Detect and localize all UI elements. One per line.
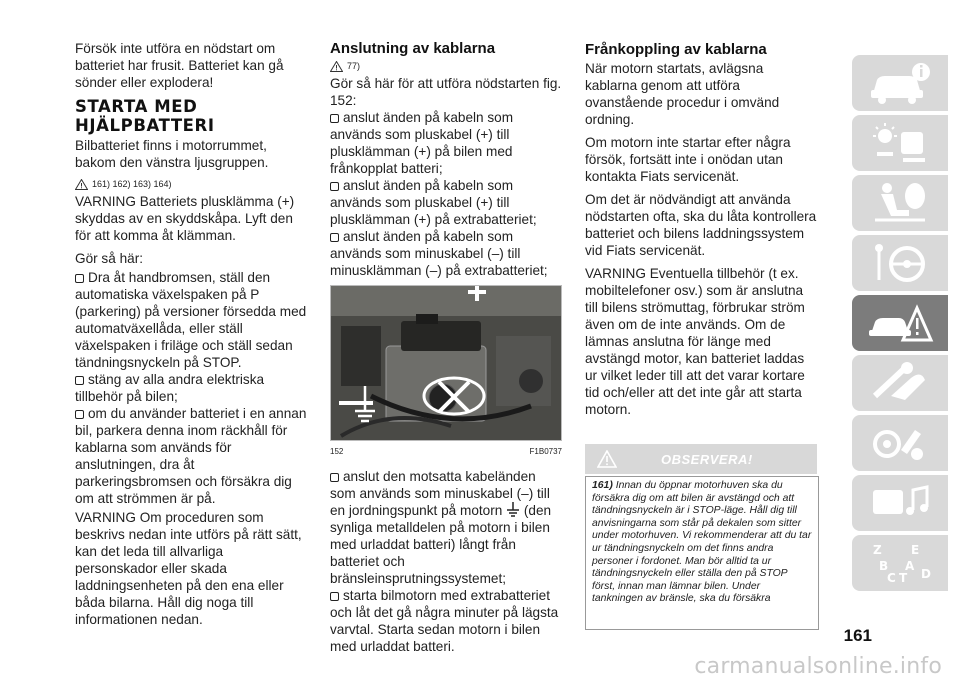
svg-text:Z: Z: [873, 543, 882, 557]
disconnect-paragraph-2: Om motorn inte startar efter några försök, fortsätt inte i onödan utan kontakta Fiats servicenät.: [585, 135, 791, 184]
observera-title: OBSERVERA!: [661, 451, 753, 467]
technical-data-icon: [865, 420, 935, 466]
breakdown-warning-icon: [865, 300, 935, 346]
watermark: carmanualsonline.info: [694, 654, 942, 679]
index-icon: [865, 540, 935, 586]
bullet-icon: [75, 376, 84, 385]
svg-text:T: T: [899, 571, 908, 585]
intro-paragraph: Försök inte utföra en nödstart om batteriet har frusit. Batteriet kan gå sönder eller explodera!: [75, 41, 284, 90]
tab-technical-data[interactable]: [852, 415, 948, 471]
disconnect-paragraph-3: Om det är nödvändigt att använda nödstarten ofta, ska du låta kontrollera batteriet och bilens laddningssystem vid Fiats servicenät.: [585, 192, 817, 258]
list-item: [330, 587, 562, 655]
list-item-text: om du använder batteriet i en annan bil, parkera denna inom räckhåll för kablarna som används för anslutningen, dra åt parkeringsbromsen och försäkra dig om att strömmen är på.: [75, 406, 307, 506]
chapter-tabs: [852, 55, 948, 595]
tab-safety[interactable]: [852, 175, 948, 231]
list-item: [330, 177, 562, 228]
warning-paragraph-1: VARNING Batteriets plusklämma (+) skyddas av en skyddskåpa. Lyft den för att komma åt klämman.: [75, 194, 295, 243]
observera-text: Innan du öppnar motorhuven ska du försäkra dig om att bilen är avstängd och att tändningsnyckeln är i STOP-läge. Håll dig till anvisningarna som står på dekalen som sitter under motorhuven. Vi rekommenderar att du tar ur tändningsnyckeln om det finns andra personer i fordonet. Man bör alltid ta ur tändningsnyckeln eller ställa den på STOP först, innan man lämnar bilen. Under tankningen av bränsle, ska du försäkra: [592, 480, 812, 605]
engine-bay-illustration: [331, 286, 561, 440]
warning-ref: [330, 59, 562, 73]
list-item: [330, 468, 562, 587]
tab-car-info[interactable]: [852, 55, 948, 111]
bullet-icon: [330, 182, 339, 191]
dashboard-lights-icon: [865, 120, 935, 166]
bullet-icon: [75, 410, 84, 419]
observera-body: [585, 476, 819, 630]
svg-text:C: C: [887, 571, 896, 585]
tab-multimedia[interactable]: [852, 475, 948, 531]
list-item: [75, 269, 307, 371]
car-info-icon: [865, 60, 935, 106]
observera-header: [585, 444, 817, 474]
bullet-icon: [330, 114, 339, 123]
warning-refs-text: 161) 162) 163) 164): [92, 179, 172, 189]
list-item-text: Dra åt handbromsen, ställ den automatiska växelspaken på P (parkering) på versioner försedda med automatväxellåda, eller ställ växelspaken i friläge och ställ sedan tändningsnyckeln på STOP.: [75, 270, 307, 370]
list-item-text: anslut änden på kabeln som används som minuskabel (–) till minusklämman (–) på extrabatteriet;: [330, 229, 548, 278]
tab-emergency[interactable]: [852, 295, 948, 351]
steering-key-icon: [865, 240, 935, 286]
list-item: [75, 405, 307, 507]
section-heading-line1: STARTA MED: [75, 97, 198, 116]
column-3: [585, 40, 817, 630]
figure-caption: [330, 443, 562, 460]
column-1: [75, 40, 307, 634]
list-item-text: starta bilmotorn med extrabatteriet och låt det gå några minuter på lägsta varvtal. Starta sedan motorn i bilen med urladdat batteri.: [330, 588, 559, 654]
disconnect-cables-heading: Frånkoppling av kablarna: [585, 41, 767, 58]
tab-start-drive[interactable]: [852, 235, 948, 291]
warning-ref-text: 77): [347, 61, 361, 71]
observera-number: 161): [592, 480, 613, 491]
figure-code: F1B0737: [529, 447, 562, 456]
column-2: [330, 40, 562, 655]
disconnect-paragraph-4: VARNING Eventuella tillbehör (t ex. mobiltelefoner osv.) som är anslutna till bilens strömuttag, förbrukar ström även om de inte används. Om de lämnas anslutna för länge med avstängd motor, kan batteriet laddas ur vilket leder till att det varar kortare tid och/eller att det inte går att starta motorn.: [585, 266, 805, 417]
battery-location-paragraph: Bilbatteriet finns i motorrummet, bakom den vänstra ljusgruppen.: [75, 138, 269, 170]
engine-bay-figure: [330, 285, 562, 441]
list-item-text: stäng av alla andra elektriska tillbehör på bilen;: [75, 372, 265, 404]
ground-symbol-icon: [506, 502, 520, 518]
procedure-intro: Gör så här:: [75, 251, 143, 266]
section-heading-line2: HJÄLPBATTERI: [75, 116, 215, 135]
tab-service[interactable]: [852, 355, 948, 411]
warning-triangle-icon: [330, 61, 343, 72]
airbag-seat-icon: [865, 180, 935, 226]
section-heading: [75, 97, 307, 135]
service-wrench-icon: [865, 360, 935, 406]
list-item: [330, 109, 562, 177]
tab-index[interactable]: [852, 535, 948, 591]
svg-text:B: B: [879, 559, 889, 573]
connect-intro: Gör så här för att utföra nödstarten fig. 152:: [330, 76, 562, 108]
svg-text:D: D: [921, 567, 931, 581]
list-item-text: anslut den motsatta kabeländen som används som minuskabel (–) till en jordningspunkt på motorn: [330, 469, 550, 518]
warning-paragraph-2: VARNING Om proceduren som beskrivs nedan inte utförs på rätt sätt, kan det leda till allvarliga personskador eller skada laddningsenheten på den ena eller båda bilarna. Håll dig noga till informationen nedan.: [75, 510, 302, 627]
connect-cables-heading: Anslutning av kablarna: [330, 40, 496, 57]
bullet-icon: [330, 233, 339, 242]
list-item-text: anslut änden på kabeln som används som pluskabel (+) till plusklämman (+) på bilen med frånkopplat batteri;: [330, 110, 514, 176]
svg-text:A: A: [905, 559, 915, 573]
figure-number: 152: [330, 447, 344, 456]
tab-dashboard-lights[interactable]: [852, 115, 948, 171]
list-item: [75, 371, 307, 405]
multimedia-icon: [865, 480, 935, 526]
warning-triangle-icon: [75, 179, 88, 190]
bullet-icon: [330, 592, 339, 601]
svg-text:E: E: [911, 543, 920, 557]
warning-refs: [75, 177, 307, 191]
bullet-icon: [330, 473, 339, 482]
page-number: 161: [843, 626, 872, 645]
bullet-icon: [75, 274, 84, 283]
list-item-text: anslut änden på kabeln som används som pluskabel (+) till plusklämman (+) på extrabatteriet;: [330, 178, 537, 227]
list-item-text-cont: (den synliga metalldelen på motorn i bilen med urladdat batteri) långt från batteriet och bränsleinsprutningssystemet;: [330, 503, 552, 586]
list-item: [330, 228, 562, 279]
disconnect-paragraph-1: När motorn startats, avlägsna kablarna genom att utföra ovanstående procedur i omvänd ordning.: [585, 61, 780, 127]
warning-triangle-icon: [597, 450, 617, 468]
